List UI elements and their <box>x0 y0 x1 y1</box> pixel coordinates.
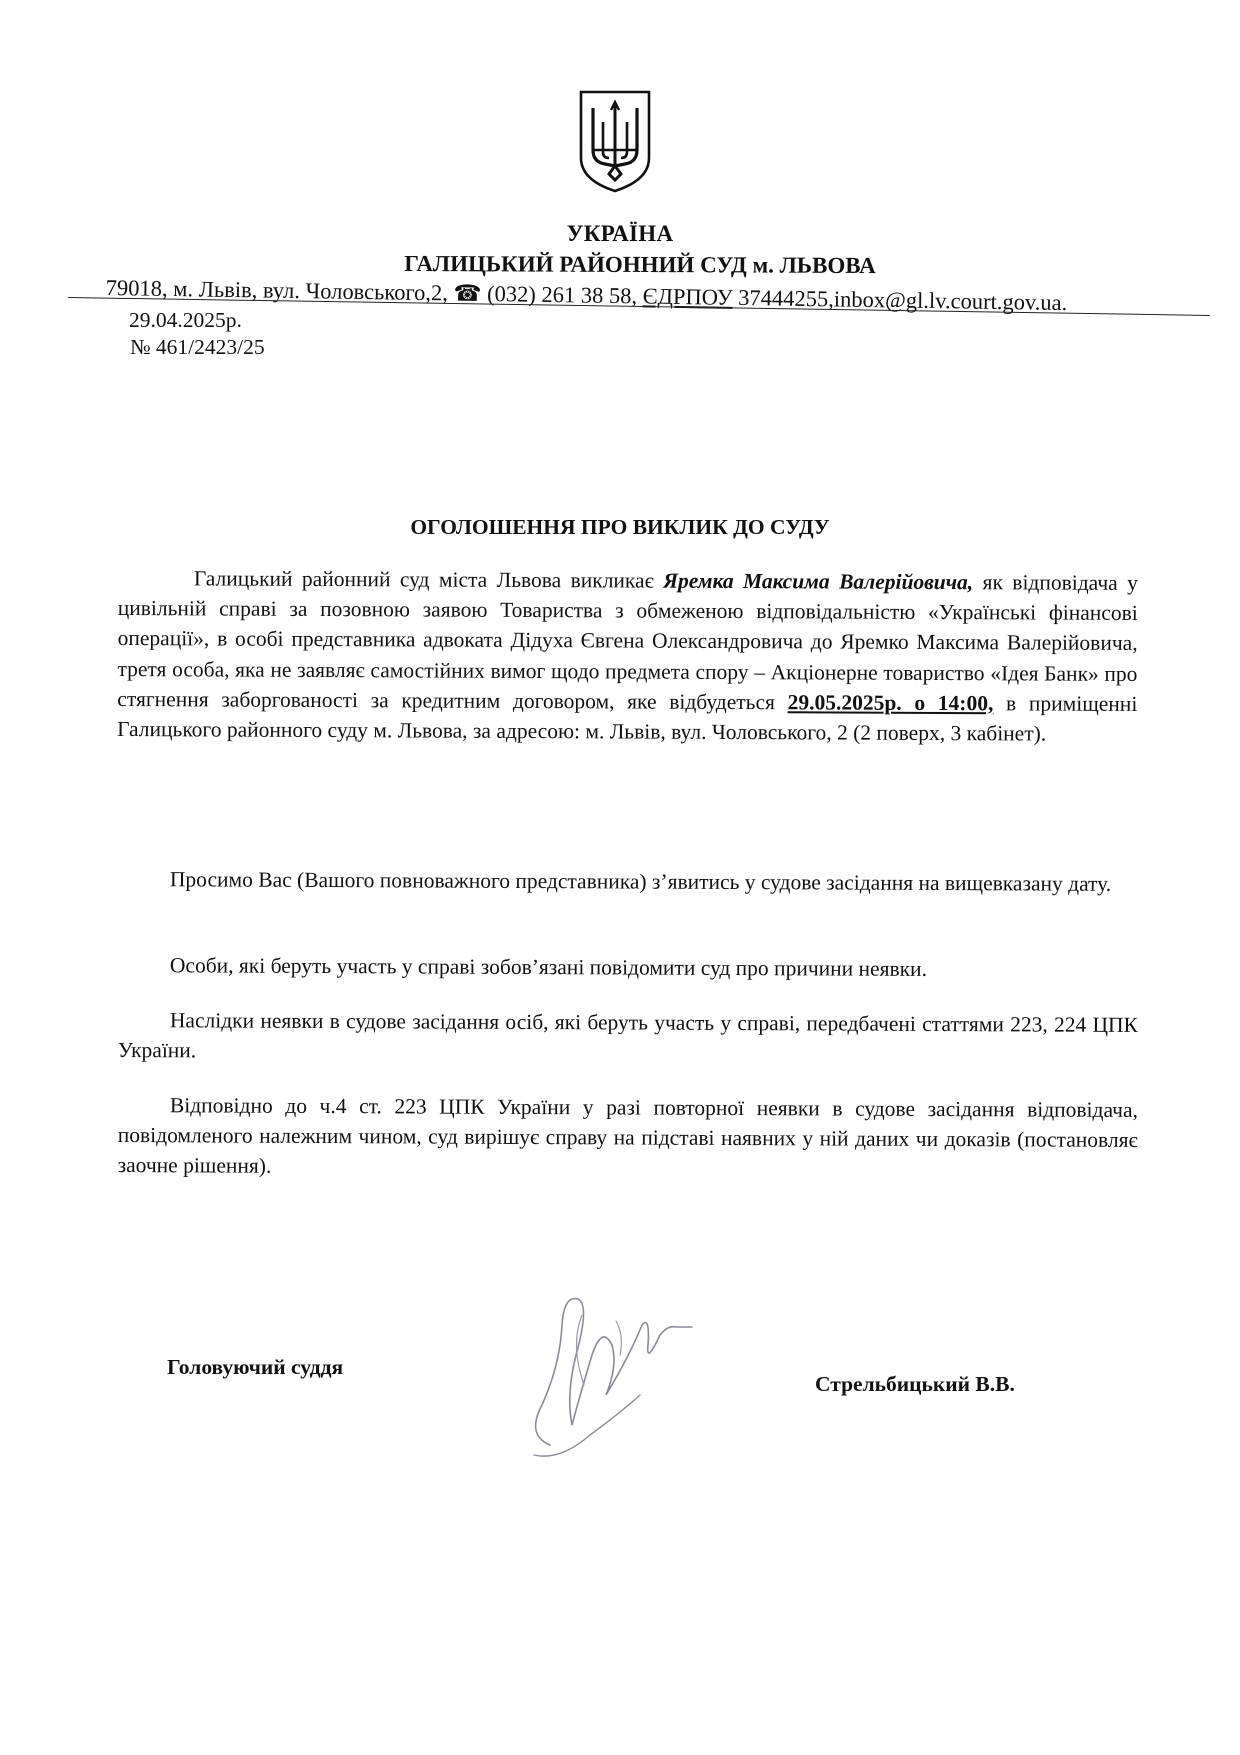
paragraph-default-judgment: Відповідно до ч.4 ст. 223 ЦПК України у разі повторної неявки в судове засідання відповідача, повідомленого належним чином, суд вирішує справу на підставі наявних у ній даних чи доказів (постановляє заочне рішення). <box>117 1093 1138 1179</box>
paragraph-request: Просимо Вас (Вашого повноважного представника) з’явитись у судове засідання на вищевказану дату. <box>169 867 1112 896</box>
outgoing-date: 29.04.2025р. <box>129 308 242 332</box>
header-edrpou-label: ЄДРПОУ <box>642 283 733 310</box>
defendant-name: Яремка Максима Валерійовича, <box>663 568 974 595</box>
paragraph-consequences: Наслідки неявки в судове засідання осіб, які беруть участь у справі, передбачені статтями 223, 224 ЦПК України. <box>117 1008 1138 1063</box>
judge-name: Стрельбицький В.В. <box>815 1372 1015 1396</box>
header-phone: (032) 261 38 58 <box>486 280 632 309</box>
header-country: УКРАЇНА <box>566 221 674 246</box>
header-address: 79018, м. Львів, вул. Чоловського,2, <box>105 275 454 306</box>
case-number: № 461/2423/25 <box>130 335 265 359</box>
summons-case-details: як відповідача у цивільній справі за позовною заявою Товариства з обмеженою відповідальністю «Українські фінансові операції», в особі представника адвоката Дідуха Євгена Олександровича до Яремко Максима Валерійовича, третя особа, яка не заявляє самостійних вимог щодо предмета спору – Акціонерне товариство «Ідея Банк» про стягнення заборгованості за кредитним договором, яке відбудеться <box>117 570 1138 715</box>
hearing-datetime: 29.05.2025р. о 14:00, <box>787 690 994 716</box>
signature-label: Головуючий суддя <box>167 1355 344 1379</box>
header-edrpou-email: 37444255,inbox@gl.lv.court.gov.ua. <box>732 284 1068 316</box>
document-title: ОГОЛОШЕННЯ ПРО ВИКЛИК ДО СУДУ <box>410 515 830 539</box>
paragraph-duty-notify: Особи, які беруть участь у справі зобов’язані повідомити суд про причини неявки. <box>169 953 928 981</box>
handwritten-signature <box>520 1285 700 1460</box>
phone-icon: ☎ <box>453 280 482 306</box>
header-court-name: ГАЛИЦЬКИЙ РАЙОННИЙ СУД м. ЛЬВОВА <box>404 250 876 279</box>
header-separator: , <box>631 283 643 309</box>
paragraph-summons <box>117 563 1138 749</box>
summons-location: в приміщенні Галицького районного суду м. Львова, за адресою: м. Львів, вул. Чоловського, 2 (2 поверх, 3 кабінет). <box>117 691 1138 746</box>
coat-of-arms-icon <box>575 88 655 194</box>
summons-intro: Галицький районний суд міста Львова викликає <box>193 566 664 593</box>
